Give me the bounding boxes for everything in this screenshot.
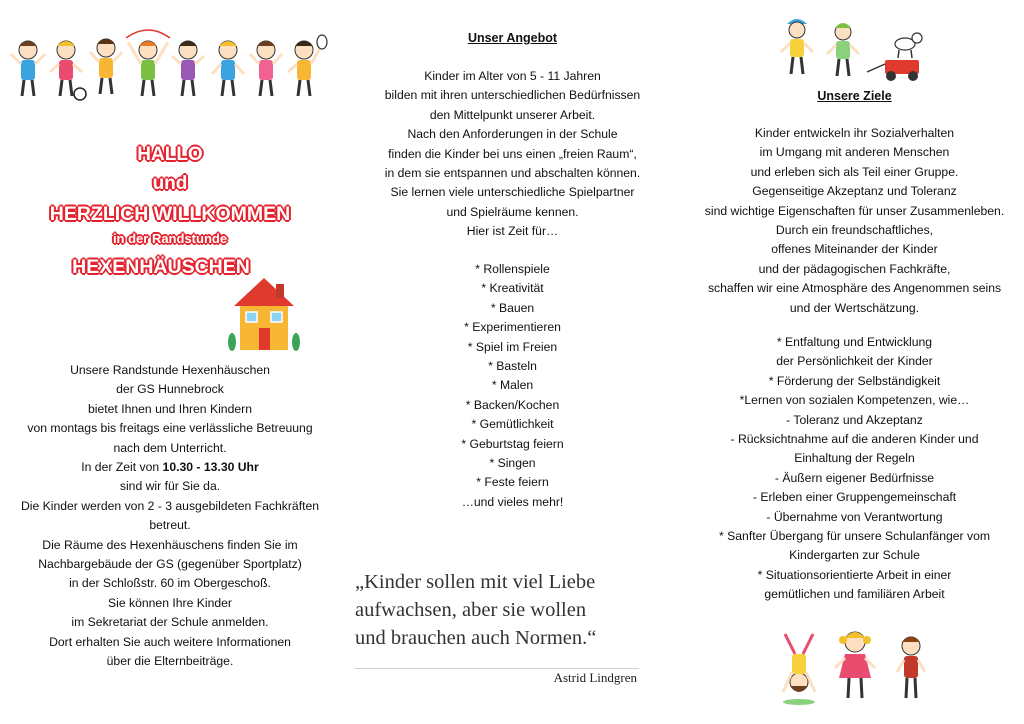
goals-intro-line: und der pädagogischen Fachkräfte, (758, 261, 951, 276)
middle-panel (340, 0, 685, 724)
intro-line: Die Kinder werden von 2 - 3 ausgebildeten Fachkräften (20, 498, 320, 513)
offer-line: bilden mit ihren unterschiedlichen Bedürfnissen (384, 88, 641, 103)
goals-intro-text (685, 124, 1024, 318)
kid-figure (288, 35, 327, 96)
welcome-herzlich: HERZLICH WILLKOMMEN (49, 203, 291, 225)
intro-line: von montags bis freitags eine verlässliche Betreuung (27, 421, 313, 436)
activity-item: * Geburtstag feiern (461, 436, 564, 451)
kid-figure (250, 41, 282, 96)
intro-line: sind wir für Sie da. (119, 479, 221, 494)
activity-item: * Malen (491, 378, 534, 393)
goals-intro-line: offenes Miteinander der Kinder (771, 242, 938, 257)
offer-line: den Mittelpunkt unserer Arbeit. (429, 107, 596, 122)
goals-intro-line: und der Wertschätzung. (789, 300, 920, 315)
quote-divider (355, 668, 639, 669)
kid-figure (781, 19, 813, 74)
kid-figure (11, 41, 45, 96)
activity-item: * Kreativität (481, 281, 544, 296)
offer-line: in dem sie entspannen und abschalten können. (384, 166, 641, 181)
activity-item: * Gemütlichkeit (471, 417, 554, 432)
goal-item: * Situationsorientierte Arbeit in einer (757, 567, 952, 582)
three-kids-illustration (777, 622, 937, 708)
right-panel (685, 0, 1024, 724)
quote-author: Astrid Lindgren (553, 670, 637, 685)
kid-figure (212, 41, 244, 96)
house-illustration (228, 276, 300, 356)
intro-text (0, 361, 340, 672)
offer-line: Sie lernen viele unterschiedliche Spielpartner (390, 185, 635, 200)
activities-list (340, 260, 685, 512)
opening-hours-line (0, 458, 340, 477)
intro-line: der GS Hunnebrock (116, 382, 224, 397)
goals-intro-line: Kinder entwickeln ihr Sozialverhalten (754, 126, 955, 140)
goals-intro-line: sind wichtige Eigenschaften für unser Zusammenleben. (704, 203, 1005, 218)
activity-item: * Backen/Kochen (465, 397, 560, 412)
activity-item: * Bauen (490, 300, 535, 315)
intro-line: Die Räume des Hexenhäuschens finden Sie im (42, 537, 298, 552)
kid-figure (90, 39, 122, 94)
activity-item: * Rollenspiele (475, 262, 550, 276)
kid-figure (126, 30, 170, 96)
intro-line: Unsere Randstunde Hexenhäuschen (70, 363, 270, 377)
intro-line: im Sekretariat der Schule anmelden. (71, 615, 269, 630)
quote-block (355, 568, 655, 652)
goal-item: - Rücksichtnahme auf die anderen Kinder und (730, 432, 979, 447)
goal-item: Kindergarten zur Schule (789, 548, 920, 563)
activity-item: * Singen (489, 456, 536, 471)
kid-handstand-figure (783, 634, 815, 705)
goal-item: - Erleben einer Gruppengemeinschaft (752, 490, 957, 505)
offer-line: Kinder im Alter von 5 - 11 Jahren (424, 69, 601, 83)
kid-figure (172, 41, 204, 96)
kid-figure (835, 632, 875, 698)
activity-item: * Basteln (488, 359, 537, 374)
intro-line: Dort erhalten Sie auch weitere Informationen (49, 634, 291, 649)
goal-item: *Lernen von sozialen Kompetenzen, wie… (739, 393, 970, 408)
welcome-hallo: HALLO (137, 144, 203, 165)
kid-figure (50, 41, 86, 100)
quote-line: aufwachsen, aber sie wollen (355, 599, 587, 621)
goal-item: - Übernahme von Verantwortung (766, 509, 943, 524)
offer-line: und Spielräume kennen. (446, 204, 579, 219)
goals-intro-line: im Umgang mit anderen Menschen (759, 145, 950, 160)
welcome-headline (0, 143, 340, 283)
left-panel (0, 0, 340, 724)
goal-item: der Persönlichkeit der Kinder (776, 354, 933, 369)
goal-item: - Äußern eigener Bedürfnisse (774, 470, 935, 485)
kids-with-dog-illustration (773, 14, 933, 86)
welcome-und: und (152, 173, 188, 194)
activity-item: * Spiel im Freien (467, 339, 558, 354)
goal-item: * Sanfter Übergang für unsere Schulanfänger vom (719, 529, 990, 544)
time-prefix: In der Zeit von (81, 460, 163, 475)
goals-intro-line: schaffen wir eine Atmosphäre des Angenommen seins (707, 281, 1002, 296)
goals-heading: Unsere Ziele (817, 89, 892, 103)
offer-text (340, 67, 685, 242)
kids-row-illustration (8, 28, 328, 106)
kid-figure (897, 637, 925, 698)
dog-with-wagon (867, 33, 922, 81)
goals-intro-line: Durch ein freundschaftliches, (775, 223, 934, 238)
intro-line: betreut. (149, 518, 191, 533)
intro-line: Sie können Ihre Kinder (108, 595, 232, 610)
goal-item: * Entfaltung und Entwicklung (776, 335, 933, 349)
goal-item: * Förderung der Selbständigkeit (768, 373, 941, 388)
intro-line: Nachbargebäude der GS (gegenüber Sportplatz) (38, 557, 302, 572)
goal-item: - Toleranz und Akzeptanz (786, 412, 923, 427)
activity-item: * Experimentieren (464, 320, 561, 335)
quote-line: „Kinder sollen mit viel Liebe (355, 571, 596, 593)
kid-figure (827, 23, 859, 76)
goals-list (685, 333, 1024, 605)
time-value: 10.30 - 13.30 Uhr (162, 460, 259, 475)
offer-line: finden die Kinder bei uns einen „freien Raum“, (388, 146, 637, 161)
intro-line: nach dem Unterricht. (113, 440, 227, 455)
activity-item: …und vieles mehr! (461, 494, 564, 509)
quote-line: und brauchen auch Normen.“ (355, 627, 597, 649)
intro-line: in der Schloßstr. 60 im Obergeschoß. (69, 576, 271, 591)
offer-line: Hier ist Zeit für… (466, 224, 559, 239)
goals-intro-line: und erleben sich als Teil einer Gruppe. (750, 164, 959, 179)
welcome-randstunde: in der Randstunde (112, 231, 228, 246)
intro-line: über die Elternbeiträge. (106, 654, 234, 669)
offer-line: Nach den Anforderungen in der Schule (407, 127, 618, 142)
goal-item: Einhaltung der Regeln (794, 451, 915, 466)
goals-intro-line: Gegenseitige Akzeptanz und Toleranz (752, 184, 957, 199)
goal-item: gemütlichen und familiären Arbeit (764, 587, 945, 602)
offer-heading: Unser Angebot (467, 31, 558, 45)
activity-item: * Feste feiern (476, 475, 549, 490)
welcome-hexenhaeuschen: HEXENHÄUSCHEN (72, 256, 250, 278)
intro-line: bietet Ihnen und Ihren Kindern (88, 401, 252, 416)
